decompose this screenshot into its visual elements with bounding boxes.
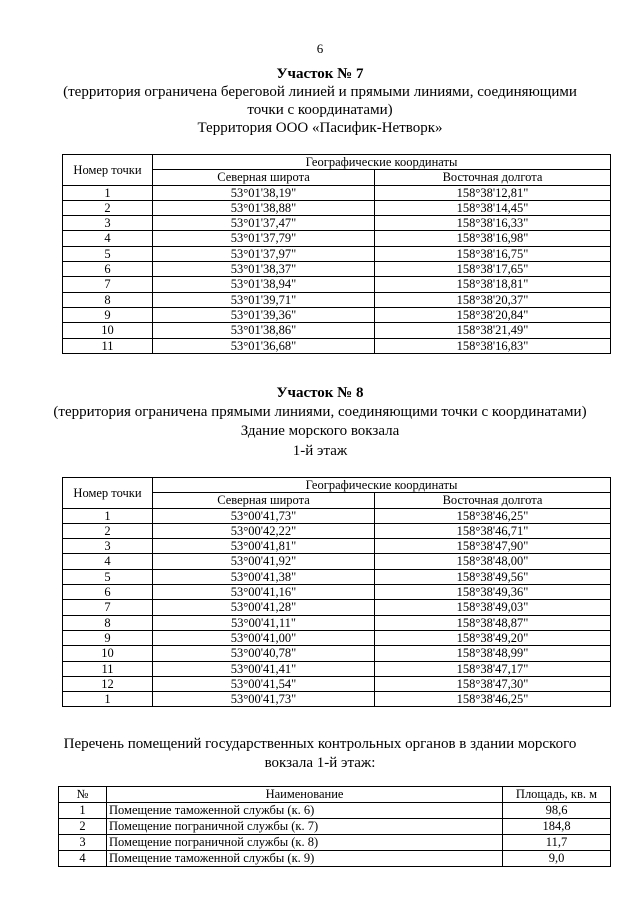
- col-lat-header: Северная широта: [153, 170, 375, 185]
- table-row: [63, 523, 611, 538]
- table-row: [63, 600, 611, 615]
- latitude-cell: 53°00'42,22": [153, 523, 375, 538]
- longitude-cell: 158°38'14,45": [375, 200, 611, 215]
- latitude-cell: 53°00'41,11": [153, 615, 375, 630]
- table-row: [63, 231, 611, 246]
- table-row: [63, 615, 611, 630]
- table-row: [59, 803, 611, 819]
- latitude-cell: 53°00'41,73": [153, 692, 375, 707]
- section7-territory: Территория ООО «Пасифик-Нетворк»: [197, 120, 443, 136]
- point-number-cell: 10: [63, 646, 153, 661]
- table-row: [63, 569, 611, 584]
- latitude-cell: 53°01'38,37": [153, 262, 375, 277]
- table-row: [63, 307, 611, 322]
- latitude-cell: 53°00'41,41": [153, 661, 375, 676]
- table-row: [63, 200, 611, 215]
- col-no-header: №: [59, 787, 107, 803]
- table-row: [63, 692, 611, 707]
- section7-coordinates-table: [62, 154, 611, 354]
- longitude-cell: 158°38'47,17": [375, 661, 611, 676]
- table-row: [63, 338, 611, 353]
- room-number-cell: 3: [59, 835, 107, 851]
- latitude-cell: 53°01'38,86": [153, 323, 375, 338]
- latitude-cell: 53°01'38,88": [153, 200, 375, 215]
- col-lon-header: Восточная долгота: [375, 493, 611, 508]
- latitude-cell: 53°00'41,16": [153, 585, 375, 600]
- section7-desc-line2: точки с координатами): [247, 102, 393, 118]
- latitude-cell: 53°01'38,94": [153, 277, 375, 292]
- table-row: [59, 835, 611, 851]
- section8-table-body: [63, 508, 611, 707]
- point-number-cell: 6: [63, 585, 153, 600]
- longitude-cell: 158°38'46,25": [375, 692, 611, 707]
- table-row: [59, 851, 611, 867]
- section7-title: Участок № 7: [276, 66, 364, 82]
- longitude-cell: 158°38'18,81": [375, 277, 611, 292]
- longitude-cell: 158°38'47,30": [375, 676, 611, 691]
- table-row: [63, 292, 611, 307]
- room-number-cell: 4: [59, 851, 107, 867]
- longitude-cell: 158°38'12,81": [375, 185, 611, 200]
- longitude-cell: 158°38'46,25": [375, 508, 611, 523]
- latitude-cell: 53°01'39,71": [153, 292, 375, 307]
- room-area-cell: 98,6: [503, 803, 611, 819]
- longitude-cell: 158°38'20,37": [375, 292, 611, 307]
- col-point-header: Номер точки: [63, 155, 153, 186]
- longitude-cell: 158°38'48,87": [375, 615, 611, 630]
- room-area-cell: 11,7: [503, 835, 611, 851]
- point-number-cell: 1: [63, 185, 153, 200]
- point-number-cell: 9: [63, 630, 153, 645]
- latitude-cell: 53°00'41,00": [153, 630, 375, 645]
- latitude-cell: 53°01'39,36": [153, 307, 375, 322]
- latitude-cell: 53°00'41,38": [153, 569, 375, 584]
- latitude-cell: 53°01'38,19": [153, 185, 375, 200]
- room-number-cell: 1: [59, 803, 107, 819]
- longitude-cell: 158°38'20,84": [375, 307, 611, 322]
- room-name-cell: Помещение таможенной службы (к. 6): [107, 803, 503, 819]
- page-number: 6: [316, 41, 324, 56]
- latitude-cell: 53°00'41,73": [153, 508, 375, 523]
- rooms-table-body: [59, 803, 611, 867]
- rooms-heading-line2: вокзала 1-й этаж:: [264, 755, 376, 771]
- point-number-cell: 3: [63, 539, 153, 554]
- point-number-cell: 10: [63, 323, 153, 338]
- point-number-cell: 4: [63, 231, 153, 246]
- latitude-cell: 53°01'37,47": [153, 216, 375, 231]
- point-number-cell: 9: [63, 307, 153, 322]
- table-row: [63, 646, 611, 661]
- point-number-cell: 5: [63, 569, 153, 584]
- latitude-cell: 53°01'37,97": [153, 246, 375, 261]
- col-lon-header: Восточная долгота: [375, 170, 611, 185]
- col-geo-header: Географические координаты: [153, 478, 611, 493]
- table-row: [63, 246, 611, 261]
- point-number-cell: 5: [63, 246, 153, 261]
- room-name-cell: Помещение таможенной службы (к. 9): [107, 851, 503, 867]
- table-row: [59, 819, 611, 835]
- point-number-cell: 12: [63, 676, 153, 691]
- col-name-header: Наименование: [107, 787, 503, 803]
- point-number-cell: 2: [63, 523, 153, 538]
- section7-desc-line1: (территория ограничена береговой линией и прямыми линиями, соединяющими: [63, 84, 577, 100]
- longitude-cell: 158°38'16,33": [375, 216, 611, 231]
- table-row: [63, 277, 611, 292]
- table-row: [63, 185, 611, 200]
- section8-coordinates-table: [62, 477, 611, 707]
- point-number-cell: 1: [63, 508, 153, 523]
- col-point-header: Номер точки: [63, 478, 153, 509]
- col-lat-header: Северная широта: [153, 493, 375, 508]
- longitude-cell: 158°38'48,00": [375, 554, 611, 569]
- longitude-cell: 158°38'46,71": [375, 523, 611, 538]
- point-number-cell: 8: [63, 615, 153, 630]
- longitude-cell: 158°38'48,99": [375, 646, 611, 661]
- point-number-cell: 4: [63, 554, 153, 569]
- table-row: [63, 216, 611, 231]
- longitude-cell: 158°38'16,98": [375, 231, 611, 246]
- longitude-cell: 158°38'16,75": [375, 246, 611, 261]
- section8-desc-line1: (территория ограничена прямыми линиями, соединяющими точки с координатами): [53, 404, 587, 420]
- room-number-cell: 2: [59, 819, 107, 835]
- table-row: [63, 661, 611, 676]
- room-area-cell: 9,0: [503, 851, 611, 867]
- point-number-cell: 7: [63, 277, 153, 292]
- rooms-heading-line1: Перечень помещений государственных контрольных органов в здании морского: [63, 736, 577, 752]
- longitude-cell: 158°38'49,56": [375, 569, 611, 584]
- table-row: [63, 554, 611, 569]
- point-number-cell: 6: [63, 262, 153, 277]
- latitude-cell: 53°00'41,92": [153, 554, 375, 569]
- section8-building: Здание морского вокзала: [240, 423, 400, 439]
- latitude-cell: 53°00'41,81": [153, 539, 375, 554]
- latitude-cell: 53°01'36,68": [153, 338, 375, 353]
- rooms-table: [58, 786, 611, 867]
- latitude-cell: 53°00'41,54": [153, 676, 375, 691]
- longitude-cell: 158°38'47,90": [375, 539, 611, 554]
- point-number-cell: 11: [63, 661, 153, 676]
- table-row: [63, 262, 611, 277]
- section7-table-body: [63, 185, 611, 353]
- point-number-cell: 1: [63, 692, 153, 707]
- point-number-cell: 2: [63, 200, 153, 215]
- point-number-cell: 8: [63, 292, 153, 307]
- point-number-cell: 3: [63, 216, 153, 231]
- longitude-cell: 158°38'17,65": [375, 262, 611, 277]
- point-number-cell: 7: [63, 600, 153, 615]
- point-number-cell: 11: [63, 338, 153, 353]
- room-name-cell: Помещение пограничной службы (к. 7): [107, 819, 503, 835]
- longitude-cell: 158°38'49,03": [375, 600, 611, 615]
- longitude-cell: 158°38'49,20": [375, 630, 611, 645]
- longitude-cell: 158°38'21,49": [375, 323, 611, 338]
- table-row: [63, 539, 611, 554]
- table-row: [63, 323, 611, 338]
- latitude-cell: 53°00'41,28": [153, 600, 375, 615]
- latitude-cell: 53°00'40,78": [153, 646, 375, 661]
- col-geo-header: Географические координаты: [153, 155, 611, 170]
- table-row: [63, 676, 611, 691]
- col-area-header: Площадь, кв. м: [503, 787, 611, 803]
- section8-floor: 1-й этаж: [292, 443, 348, 459]
- table-row: [63, 508, 611, 523]
- room-area-cell: 184,8: [503, 819, 611, 835]
- table-row: [63, 630, 611, 645]
- table-row: [63, 585, 611, 600]
- latitude-cell: 53°01'37,79": [153, 231, 375, 246]
- room-name-cell: Помещение пограничной службы (к. 8): [107, 835, 503, 851]
- longitude-cell: 158°38'49,36": [375, 585, 611, 600]
- longitude-cell: 158°38'16,83": [375, 338, 611, 353]
- section8-title: Участок № 8: [276, 385, 364, 401]
